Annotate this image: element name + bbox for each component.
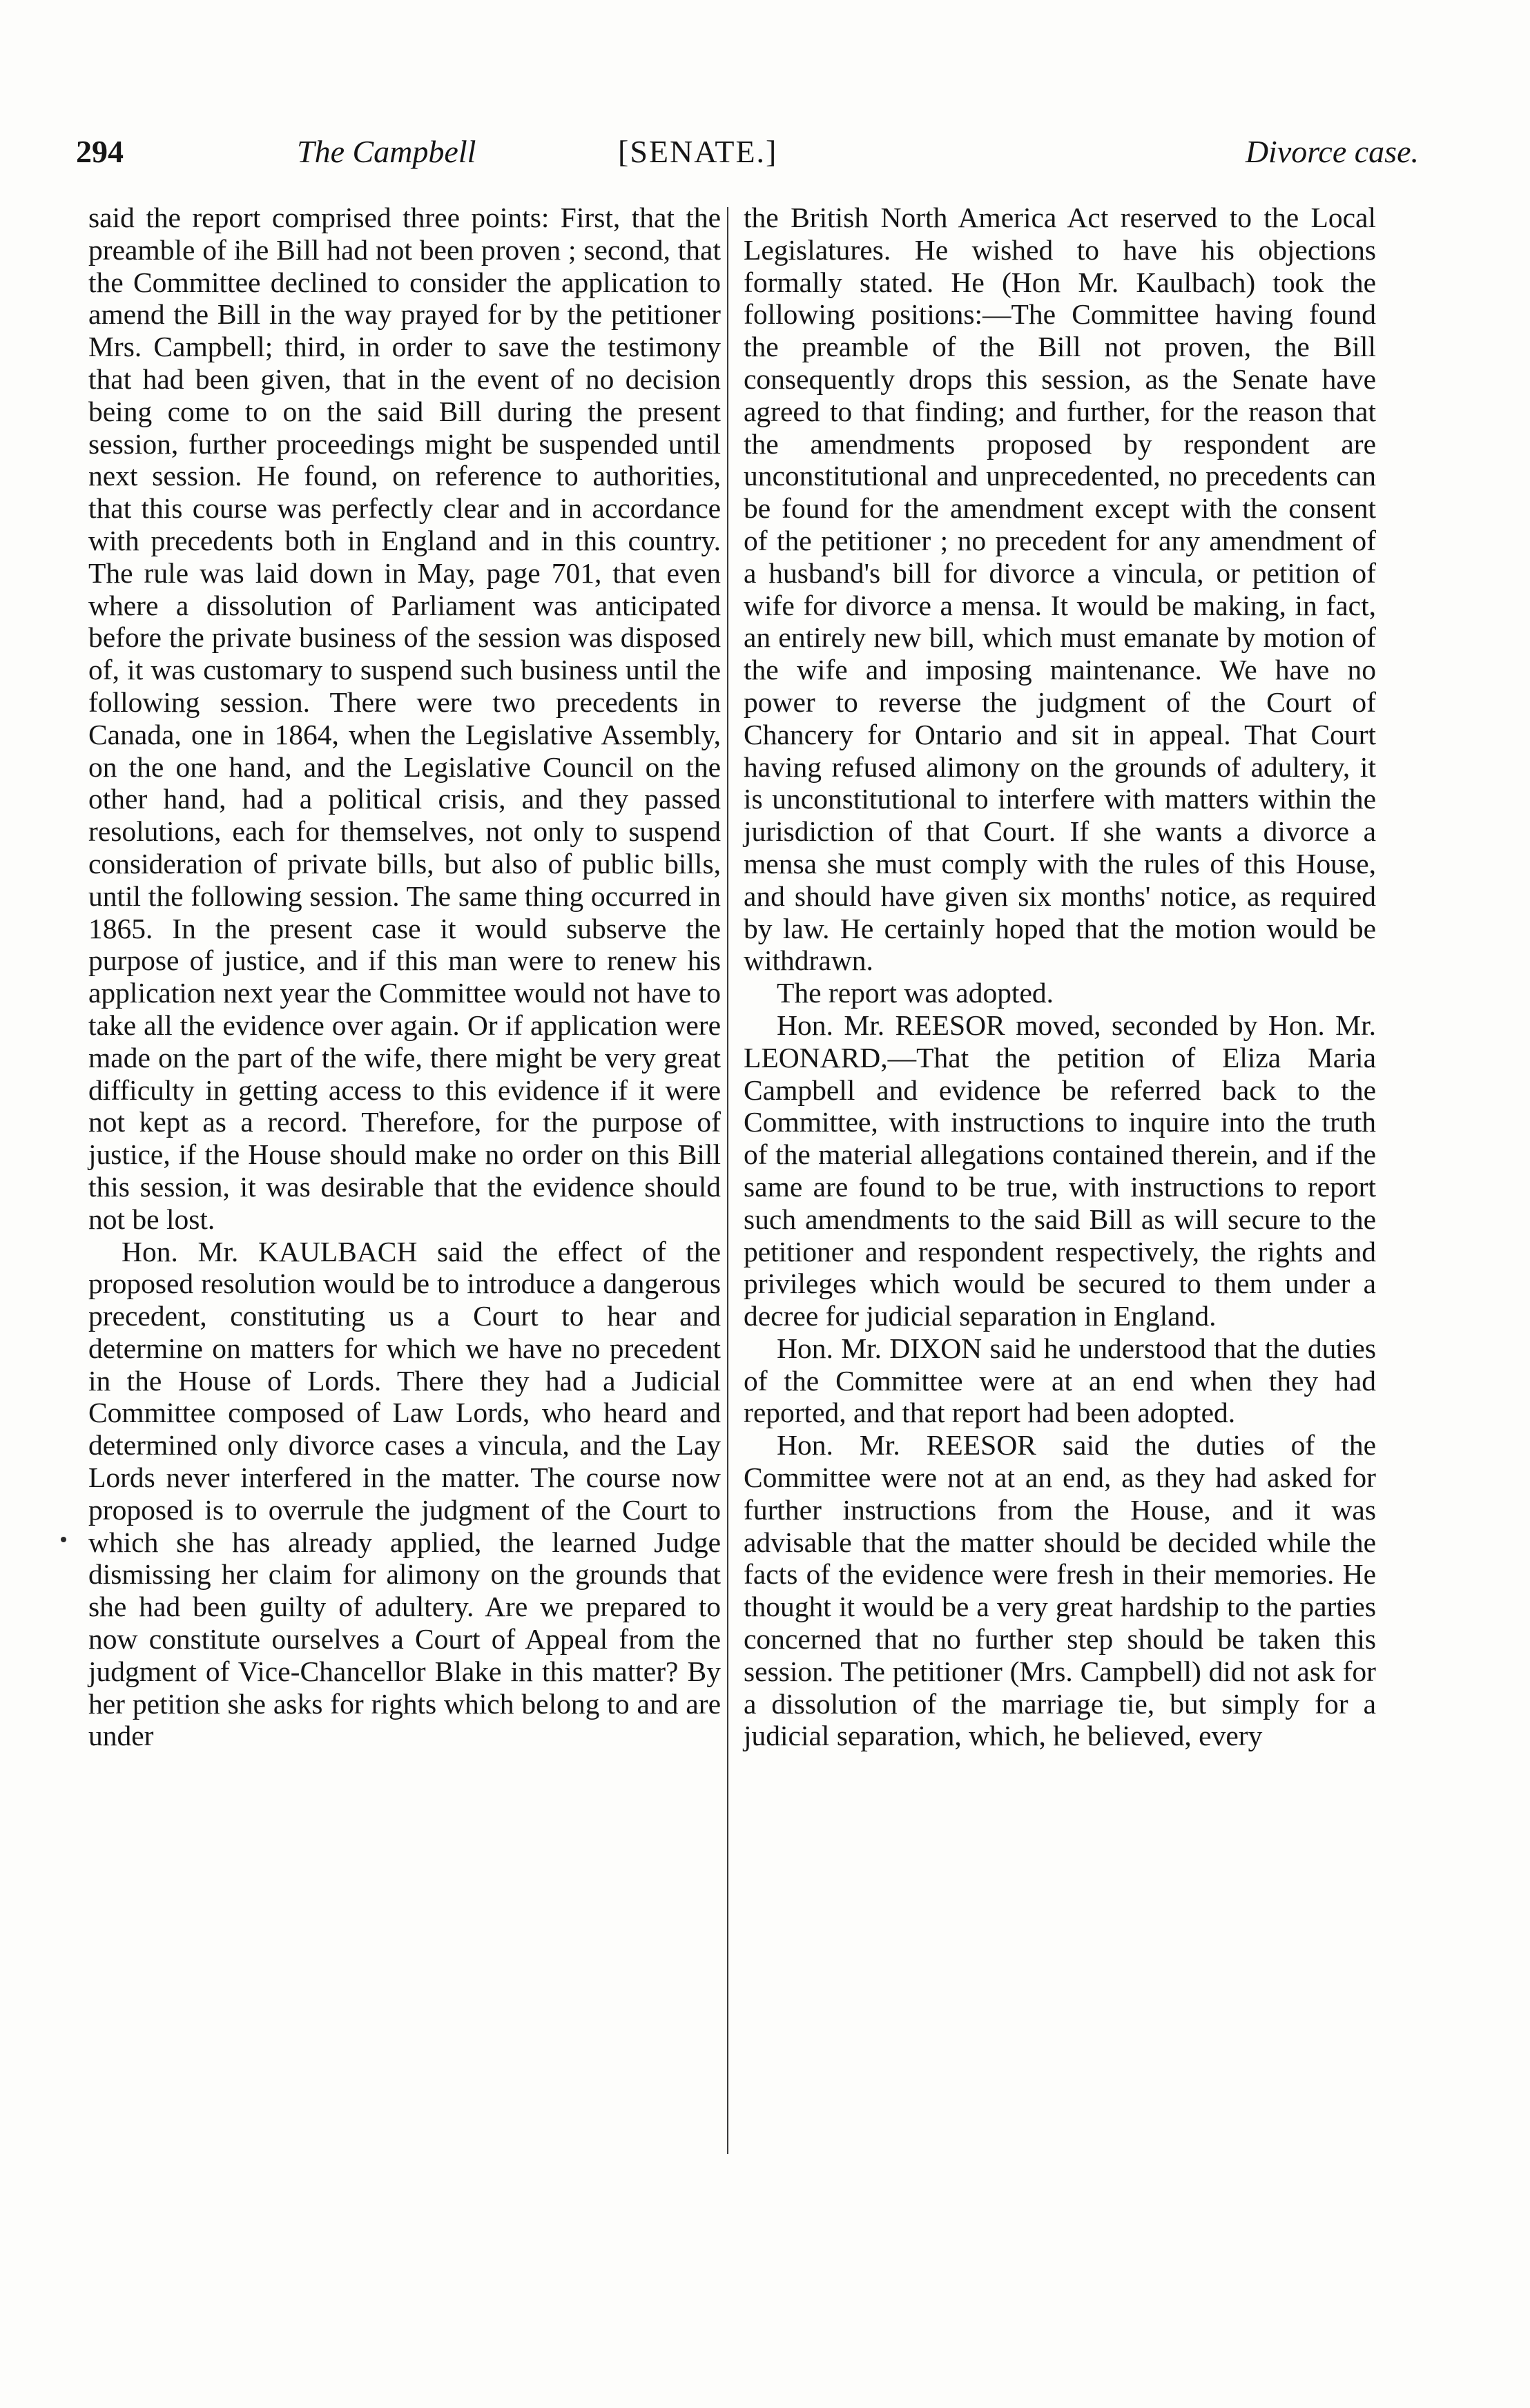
right-paragraph-5: Hon. Mr. REESOR said the duties of the Committee were not at an end, as they had asked for further instructions from the House, and it was advisable that the matter should be decided while the facts of the evidence were fresh in their memories. He thought it would be a very great hardship to the parties concerned that no further step should be taken this session. The petitioner (Mrs. Campbell) did not ask for a dissolution of the marriage tie, but simply for a judicial separation, which, he believed, every: [744, 1429, 1376, 1752]
right-paragraph-1: the British North America Act reserved to the Local Legislatures. He wished to have his objections formally stated. He (Hon Mr. Kaulbach) took the following positions:—The Committee having found the preamble of the Bill not proven, the Bill consequently drops this session, as the Senate have agreed to that finding; and further, for the reason that the amendments proposed by respondent are unconstitutional and unprecedented, no precedents can be found for the amendment except with the consent of the petitioner ; no precedent for any amendment of a husband's bill for divorce a vincula, or petition of wife for divorce a mensa. It would be making, in fact, an entirely new bill, which must emanate by motion of the wife and imposing maintenance. We have no power to reverse the judgment of the Court of Chancery for Ontario and sit in appeal. That Court having refused alimony on the grounds of adultery, it is unconstitutional to interfere with matters within the jurisdiction of that Court. If she wants a divorce a mensa she must comply with the rules of this House, and should have given six months' notice, as required by law. He certainly hoped that the motion would be withdrawn.: [744, 202, 1376, 977]
running-head-center: [SENATE.]: [618, 134, 778, 169]
running-head-left: The Campbell: [297, 134, 476, 169]
left-paragraph-2: Hon. Mr. KAULBACH said the effect of the proposed resolution would be to introduce a dangerous precedent, constituting us a Court to hear and determine on matters for which we have no precedent in the House of Lords. There they had a Judicial Committee composed of Law Lords, who heard and determined only divorce cases a vincula, and the Lay Lords never interfered in the matter. The course now proposed is to overrule the judgment of the Court to which she has already applied, the learned Judge dismissing her claim for alimony on the grounds that she had been guilty of adultery. Are we prepared to now constitute ourselves a Court of Appeal from the judgment of Vice-Chancellor Blake in this matter? By her petition she asks for rights which belong to and are under: [88, 1235, 721, 1752]
right-column: [744, 202, 1376, 1752]
column-divider: [727, 207, 728, 2154]
margin-mark: [61, 1537, 66, 1542]
running-head-right: Divorce case.: [1245, 134, 1419, 169]
running-head: [76, 124, 1419, 179]
right-paragraph-2: The report was adopted.: [777, 977, 1054, 1009]
left-paragraph-1: said the report comprised three points: First, that the preamble of ihe Bill had not been proven ; second, that the Committee declined to consider the application to amend the Bill in the way prayed for by the petitioner Mrs. Campbell; third, in order to save the testimony that had been given, that in the event of no decision being come to on the said Bill during the present session, further proceedings might be suspended until next session. He found, on reference to authorities, that this course was perfectly clear and in accordance with precedents both in England and in this country. The rule was laid down in May, page 701, that even where a dissolution of Parliament was anticipated before the private business of the session was disposed of, it was customary to suspend such business until the following session. There were two precedents in Canada, one in 1864, when the Legislative Assembly, on the one hand, and the Legislative Council on the other hand, had a political crisis, and they passed resolutions, each for themselves, not only to suspend consideration of private bills, but also of public bills, until the following session. The same thing occurred in 1865. In the present case it would subserve the purpose of justice, and if this man were to renew his application next year the Committee would not have to take all the evidence over again. Or if application were made on the part of the wife, there might be very great difficulty in getting access to this evidence if it were not kept as a record. Therefore, for the purpose of justice, if the House should make no order on this Bill this session, it was desirable that the evidence should not be lost.: [88, 202, 721, 1235]
right-paragraph-4: Hon. Mr. DIXON said he understood that the duties of the Committee were at an end when they had reported, and that report had been adopted.: [744, 1332, 1376, 1429]
left-column: [88, 202, 721, 1752]
page-number: 294: [76, 134, 124, 169]
right-paragraph-3: Hon. Mr. REESOR moved, seconded by Hon. Mr. LEONARD,—That the petition of Eliza Maria Campbell and evidence be referred back to the Committee, with instructions to inquire into the truth of the material allegations contained therein, and if the same are found to be true, with instructions to report such amendments to the said Bill as will secure to the petitioner and respondent respectively, the rights and privileges which would be secured to them under a decree for judicial separation in England.: [744, 1009, 1376, 1332]
